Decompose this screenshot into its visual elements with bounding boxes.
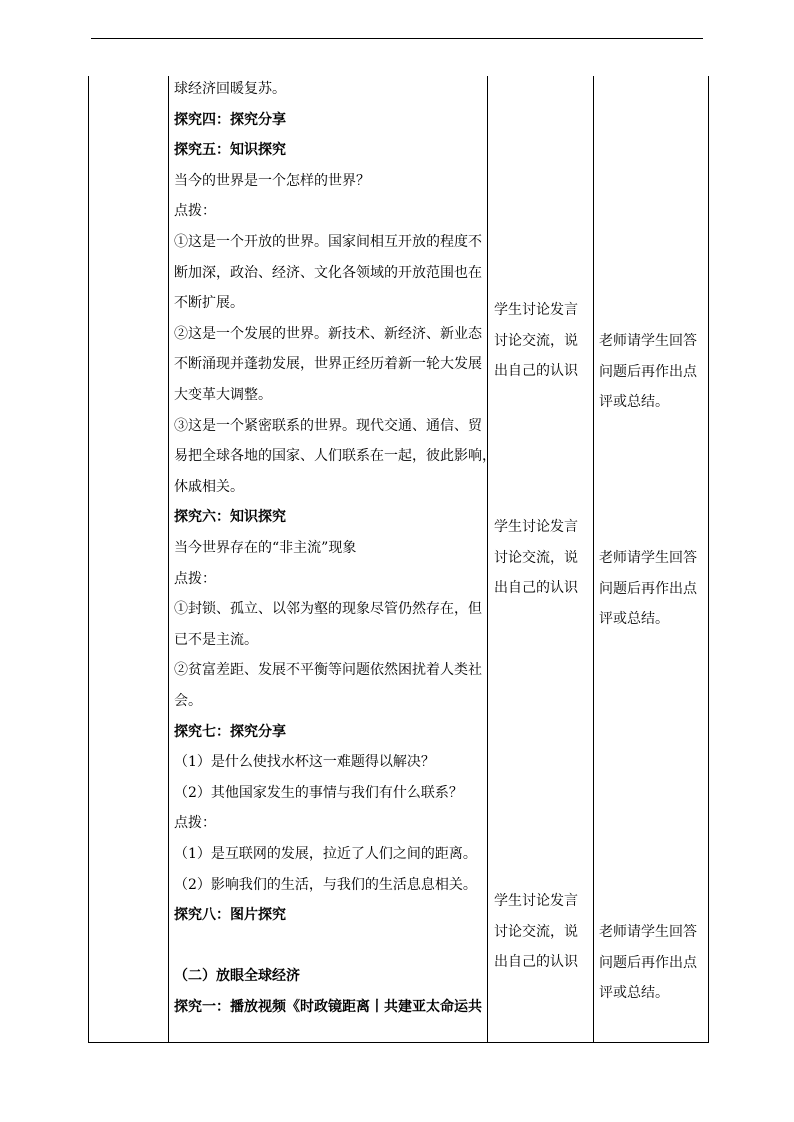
- teacher-activity-line: 问题后再作出点: [599, 954, 697, 971]
- content-line: 球经济回暖复苏。: [174, 81, 286, 97]
- teacher-activity-line: 老师请学生回答: [599, 333, 697, 349]
- teacher-activity-line: 老师请学生回答: [599, 924, 697, 940]
- content-line: 大变革大调整。: [174, 387, 272, 403]
- section-heading: （二）放眼全球经济: [174, 968, 300, 985]
- teacher-activity-line: 评或总结。: [599, 985, 669, 1002]
- content-line: ②贫富差距、发展不平衡等问题依然困扰着人类社: [174, 662, 482, 679]
- student-activity-line: 学生讨论发言: [494, 893, 578, 909]
- content-line: 当今世界存在的“非主流”现象: [174, 540, 357, 556]
- column-divider-2: [487, 76, 488, 1042]
- teacher-activity-line: 问题后再作出点: [599, 580, 697, 597]
- section-heading: 探究七：探究分享: [174, 723, 286, 740]
- column-divider-3: [593, 76, 594, 1042]
- teacher-activity-line: 老师请学生回答: [599, 550, 697, 566]
- student-activity-line: 讨论交流，说: [494, 923, 578, 940]
- student-activity-line: 出自己的认识: [494, 580, 578, 597]
- content-line: 点拨：: [174, 203, 216, 220]
- content-line: ③这是一个紧密联系的世界。现代交通、通信、贸: [174, 417, 482, 434]
- column-divider-1: [168, 76, 169, 1042]
- teacher-activity-line: 评或总结。: [599, 394, 669, 411]
- content-line: ①这是一个开放的世界。国家间相互开放的程度不: [174, 234, 482, 250]
- content-line: 点拨：: [174, 815, 216, 832]
- section-heading: 探究一：播放视频《时政镜距离丨共建亚太命运共: [174, 999, 482, 1015]
- content-line: 易把全球各地的国家、人们联系在一起，彼此影响，: [174, 448, 496, 465]
- teacher-activity-line: 问题后再作出点: [599, 363, 697, 380]
- content-line: ①封锁、孤立、以邻为壑的现象尽管仍然存在，但: [174, 601, 482, 618]
- student-activity-line: 学生讨论发言: [494, 302, 578, 318]
- content-line: （1）是互联网的发展，拉近了人们之间的距离。: [174, 846, 477, 862]
- student-activity-line: 学生讨论发言: [494, 519, 578, 535]
- content-line: 已不是主流。: [174, 631, 258, 648]
- content-line: （2）其他国家发生的事情与我们有什么联系？: [174, 784, 463, 801]
- content-line: 当今的世界是一个怎样的世界？: [174, 172, 370, 189]
- section-heading: 探究五：知识探究: [174, 142, 286, 159]
- content-line: 点拨：: [174, 570, 216, 587]
- student-activity-line: 讨论交流，说: [494, 332, 578, 349]
- content-line: 会。: [174, 693, 202, 709]
- header-rule: [91, 38, 703, 39]
- teacher-activity-line: 评或总结。: [599, 611, 669, 628]
- content-line: ②这是一个发展的世界。新技术、新经济、新业态: [174, 325, 482, 342]
- content-line: （2）影响我们的生活，与我们的生活息息相关。: [174, 876, 477, 893]
- student-activity-line: 出自己的认识: [494, 363, 578, 380]
- section-heading: 探究四：探究分享: [174, 111, 286, 128]
- student-activity-line: 讨论交流，说: [494, 549, 578, 566]
- content-line: 休戚相关。: [174, 478, 244, 495]
- student-activity-line: 出自己的认识: [494, 954, 578, 971]
- content-line: 不断扩展。: [174, 295, 244, 312]
- section-heading: 探究六：知识探究: [174, 509, 286, 526]
- content-line: 断加深，政治、经济、文化各领域的开放范围也在: [174, 264, 482, 281]
- content-line: 不断涌现并蓬勃发展，世界正经历着新一轮大发展: [174, 356, 482, 373]
- content-line: （1）是什么使找水杯这一难题得以解决？: [174, 754, 435, 771]
- section-heading: 探究八：图片探究: [174, 907, 286, 924]
